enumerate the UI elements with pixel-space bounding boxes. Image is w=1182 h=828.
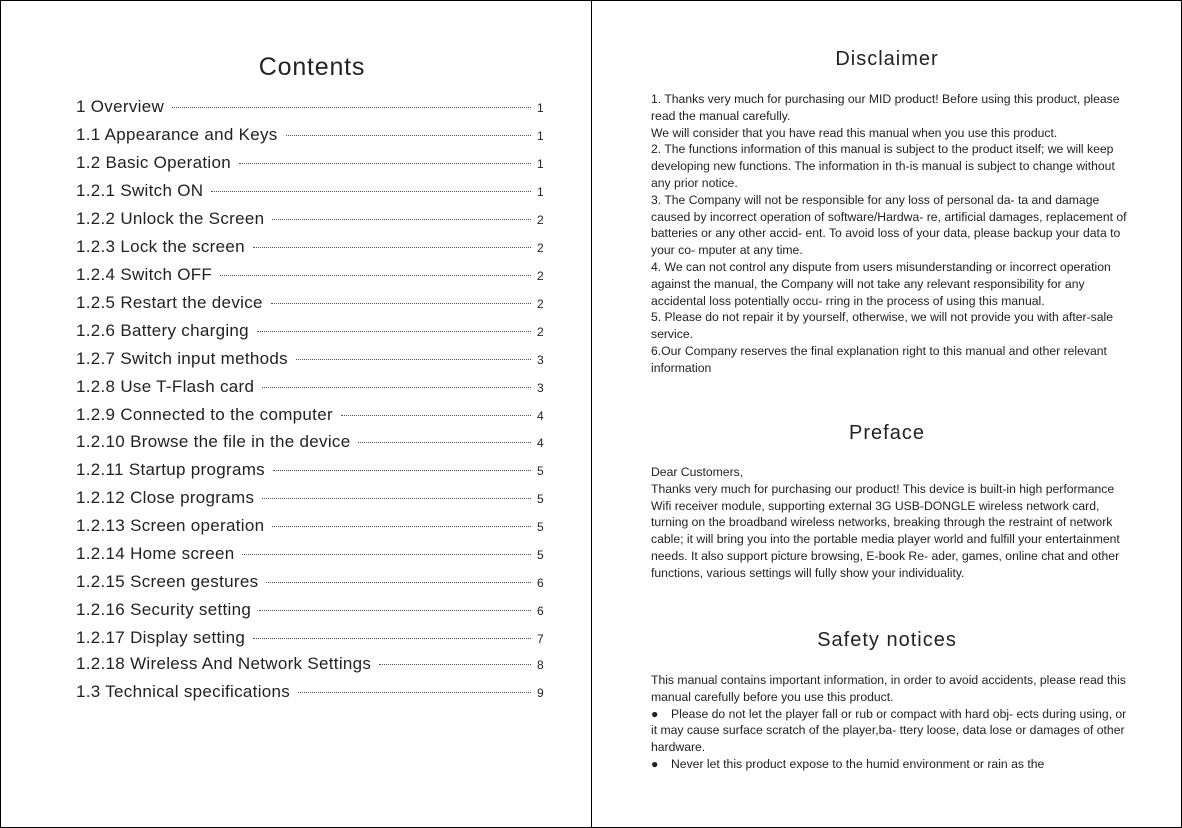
toc-entry[interactable] <box>76 293 544 313</box>
toc-entry-label: 1.2.10 Browse the file in the device <box>76 432 351 451</box>
toc-entry-label: 1.2.3 Lock the screen <box>76 237 245 256</box>
toc-leader-dots <box>341 414 531 416</box>
toc-entry[interactable] <box>76 488 544 508</box>
safety-bullet-text: Please do not let the player fall or rub or compact with hard obj- ects during using, or it may cause surface scratch of the player,ba- ttery loose, data lose or damages of other hardware. <box>651 706 1127 755</box>
toc-entry-page: 1 <box>537 185 544 199</box>
disclaimer-title: Disclaimer <box>835 48 939 70</box>
toc-entry-page: 3 <box>537 353 544 367</box>
toc-entry-label: 1.2 Basic Operation <box>76 153 232 172</box>
toc-leader-dots <box>296 358 531 360</box>
disclaimer-body <box>651 91 1127 377</box>
toc-entry[interactable] <box>76 237 544 257</box>
toc-entry-page: 1 <box>537 101 544 115</box>
toc-entry-page: 5 <box>537 492 544 506</box>
toc-entry-page: 9 <box>537 686 544 700</box>
toc-entry-page: 2 <box>537 269 544 283</box>
contents-title: Contents <box>258 53 366 81</box>
toc-entry[interactable] <box>76 125 544 145</box>
toc-entry[interactable] <box>76 349 544 369</box>
toc-entry[interactable] <box>76 405 544 425</box>
toc-leader-dots <box>272 525 531 527</box>
toc-entry-page: 2 <box>537 297 544 311</box>
toc-entry[interactable] <box>76 432 544 452</box>
toc-leader-dots <box>286 134 531 136</box>
toc-entry-page: 5 <box>537 520 544 534</box>
toc-entry[interactable] <box>76 682 544 702</box>
toc-entry-page: 1 <box>537 157 544 171</box>
toc-entry-page: 7 <box>537 632 544 646</box>
safety-bullet <box>651 756 1127 773</box>
disclaimer-paragraph: 2. The functions information of this manual is subject to the product itself; we will keep developing new functions. The information in th-is manual is subject to change without any prior notice. <box>651 142 1115 190</box>
toc-entry-label: 1.2.17 Display setting <box>76 628 246 647</box>
toc-entry-page: 6 <box>537 576 544 590</box>
toc-entry-label: 1.2.15 Screen gestures <box>76 572 259 591</box>
toc-entry-page: 4 <box>537 436 544 450</box>
toc-leader-dots <box>172 106 531 108</box>
toc-entry-label: 1.2.2 Unlock the Screen <box>76 209 265 228</box>
toc-leader-dots <box>239 162 531 164</box>
toc-entry-label: 1 Overview <box>76 97 165 116</box>
toc-entry-page: 3 <box>537 381 544 395</box>
toc-entry[interactable] <box>76 265 544 285</box>
toc-entry[interactable] <box>76 572 544 592</box>
toc-entry[interactable] <box>76 544 544 564</box>
disclaimer-paragraph: 5. Please do not repair it by yourself, otherwise, we will not provide you with after-sale service. <box>651 310 1113 342</box>
toc-entry-page: 2 <box>537 213 544 227</box>
toc-leader-dots <box>242 553 531 555</box>
toc-leader-dots <box>273 469 531 471</box>
toc-entry[interactable] <box>76 628 544 648</box>
toc-entry-label: 1.2.4 Switch OFF <box>76 265 213 284</box>
toc-entry-label: 1.3 Technical specifications <box>76 682 291 701</box>
toc-leader-dots <box>253 246 531 248</box>
toc-entry-label: 1.1 Appearance and Keys <box>76 125 278 144</box>
safety-bullet-text: Never let this product expose to the humid environment or rain as the <box>671 756 1045 771</box>
toc-entry[interactable] <box>76 654 544 674</box>
toc-entry[interactable] <box>76 181 544 201</box>
safety-title: Safety notices <box>817 629 957 651</box>
disclaimer-paragraph: 3. The Company will not be responsible for any loss of personal da- ta and damage caused by incorrect operation of software/Hardwa- re, artificial damages, replacement of batteries or any other accid- ent. To avoid loss of your data, please backup your data to your co- mputer at any time. <box>651 192 1127 258</box>
toc-entry-label: 1.2.1 Switch ON <box>76 181 204 200</box>
toc-entry[interactable] <box>76 209 544 229</box>
toc-entry-label: 1.2.14 Home screen <box>76 544 235 563</box>
preface-paragraph: Thanks very much for purchasing our product! This device is built-in high performance Wifi receiver module, supporting external 3G USB-DONGLE wireless network card, turning on the broadband wireless networks, breaking through the restraint of network cable; it will bring you into the portable media player world and fulfill your entertainment needs. It also support picture browsing, E-book Re- ader, games, online chat and other functions, various settings will fully show your individuality. <box>651 481 1120 580</box>
toc-entry-label: 1.2.7 Switch input methods <box>76 349 288 368</box>
disclaimer-paragraph: We will consider that you have read this manual when you use this product. <box>651 125 1058 140</box>
toc-entry-label: 1.2.18 Wireless And Network Settings <box>76 654 372 673</box>
toc-entry-page: 6 <box>537 604 544 618</box>
toc-entry-page: 4 <box>537 409 544 423</box>
bullet-dot-icon: ● <box>651 756 659 771</box>
bullet-dot-icon: ● <box>651 706 659 721</box>
toc-leader-dots <box>272 218 531 220</box>
toc-entry-page: 1 <box>537 129 544 143</box>
toc-entry-label: 1.2.6 Battery charging <box>76 321 249 340</box>
preface-body <box>651 464 1127 582</box>
disclaimer-paragraph: 4. We can not control any dispute from users misunderstanding or incorrect operation against the manual, the Company will not take any relevant responsibility for any accidental loss potentially occu- rring in the process of using this manual. <box>651 259 1111 308</box>
disclaimer-paragraph: 6.Our Company reserves the final explanation right to this manual and other relevant information <box>651 343 1107 375</box>
preface-greeting: Dear Customers, <box>651 465 744 479</box>
toc-entry-page: 8 <box>537 658 544 672</box>
toc-entry[interactable] <box>76 600 544 620</box>
toc-leader-dots <box>259 609 531 611</box>
toc-entry[interactable] <box>76 321 544 341</box>
toc-entry[interactable] <box>76 516 544 536</box>
safety-intro: This manual contains important information, in order to avoid accidents, please read this manual carefully before you use this product. <box>651 673 1126 704</box>
toc-entry-label: 1.2.13 Screen operation <box>76 516 265 535</box>
toc-entry-page: 5 <box>537 464 544 478</box>
toc-leader-dots <box>358 441 531 443</box>
toc-leader-dots <box>262 497 531 499</box>
toc-leader-dots <box>271 302 531 304</box>
safety-body <box>651 672 1127 773</box>
toc-entry-page: 2 <box>537 241 544 255</box>
toc-entry[interactable] <box>76 97 544 117</box>
toc-leader-dots <box>266 581 531 583</box>
toc-leader-dots <box>379 663 531 665</box>
toc-entry[interactable] <box>76 153 544 173</box>
safety-bullet <box>651 706 1127 756</box>
disclaimer-paragraph: 1. Thanks very much for purchasing our MID product! Before using this product, please read the manual carefully. <box>651 92 1120 123</box>
toc-entry-label: 1.2.8 Use T-Flash card <box>76 377 255 396</box>
toc-leader-dots <box>211 190 531 192</box>
toc-leader-dots <box>257 330 531 332</box>
toc-leader-dots <box>220 274 531 276</box>
preface-title: Preface <box>849 422 925 444</box>
toc-leader-dots <box>298 691 531 693</box>
toc-entry-page: 5 <box>537 548 544 562</box>
toc-leader-dots <box>262 386 531 388</box>
toc-entry-label: 1.2.16 Security setting <box>76 600 252 619</box>
toc-entry[interactable] <box>76 377 544 397</box>
toc-entry-label: 1.2.12 Close programs <box>76 488 255 507</box>
toc-entry-label: 1.2.5 Restart the device <box>76 293 263 312</box>
toc-leader-dots <box>253 637 531 639</box>
toc-entry[interactable] <box>76 460 544 480</box>
toc-entry-label: 1.2.9 Connected to the computer <box>76 405 333 424</box>
toc-entry-page: 2 <box>537 325 544 339</box>
toc-entry-label: 1.2.11 Startup programs <box>76 460 265 479</box>
